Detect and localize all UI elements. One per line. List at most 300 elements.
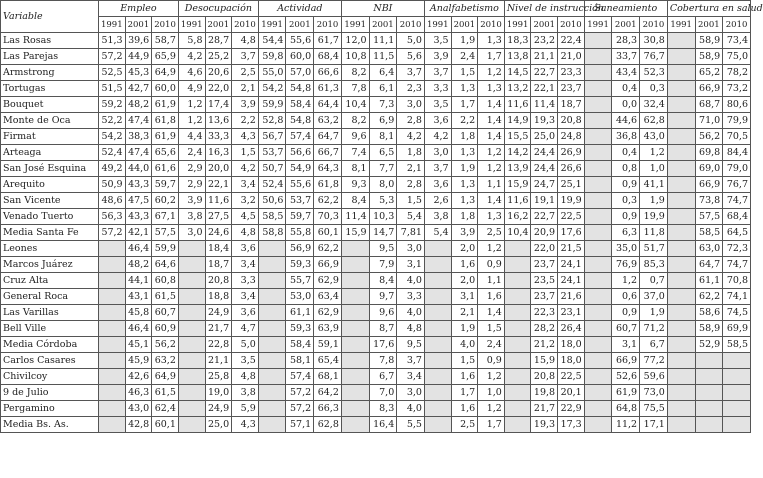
table-cell: 3,9 (178, 193, 205, 209)
table-cell: 6,3 (612, 225, 640, 241)
table-cell: 36,8 (612, 129, 640, 145)
table-cell: 20,8 (531, 369, 558, 385)
table-cell: 4,5 (232, 209, 259, 225)
table-cell: 19,3 (531, 113, 558, 129)
table-cell (584, 209, 612, 225)
table-cell: 76,7 (640, 49, 668, 65)
table-cell: 79,9 (723, 113, 751, 129)
table-cell: 22,1 (531, 81, 558, 97)
table-cell: 3,6 (424, 177, 451, 193)
table-cell: 32,4 (640, 97, 668, 113)
table-cell: 84,4 (723, 145, 751, 161)
table-cell: 18,7 (205, 257, 232, 273)
table-body (1, 33, 751, 433)
table-cell: 68,7 (695, 97, 723, 113)
table-cell: 70,8 (723, 273, 751, 289)
table-cell: 17,3 (558, 417, 585, 433)
table-cell: 45,1 (125, 337, 152, 353)
table-cell: 18,7 (558, 97, 585, 113)
table-cell: 61,7 (314, 33, 342, 49)
table-row (1, 97, 751, 113)
table-cell: 46,4 (125, 321, 152, 337)
table-cell: 4,0 (397, 273, 425, 289)
table-cell (258, 289, 286, 305)
row-label: Venado Tuerto (1, 209, 99, 225)
table-cell: 3,7 (397, 353, 425, 369)
table-cell: 18,0 (558, 353, 585, 369)
table-cell: 15,5 (504, 129, 531, 145)
table-cell: 58,8 (258, 225, 286, 241)
table-cell: 24,8 (558, 129, 585, 145)
table-cell: 9,7 (369, 289, 397, 305)
table-cell: 2,9 (178, 161, 205, 177)
table-cell: 20,8 (558, 113, 585, 129)
table-cell: 43,0 (125, 401, 152, 417)
table-cell: 53,7 (286, 193, 314, 209)
table-cell: 64,9 (152, 65, 179, 81)
table-cell: 45,9 (125, 353, 152, 369)
table-cell: 3,6 (232, 241, 259, 257)
table-cell: 4,2 (424, 129, 451, 145)
table-cell: 64,7 (695, 257, 723, 273)
table-row (1, 209, 751, 225)
table-cell: 8,2 (341, 65, 369, 81)
table-cell: 0,9 (612, 209, 640, 225)
table-cell (178, 337, 205, 353)
table-cell: 22,9 (558, 401, 585, 417)
table-cell (584, 241, 612, 257)
table-cell: 1,3 (478, 33, 505, 49)
table-cell: 62,2 (314, 193, 342, 209)
table-cell: 46,3 (125, 385, 152, 401)
table-cell: 12,0 (341, 33, 369, 49)
table-cell: 19,1 (531, 193, 558, 209)
table-cell (584, 257, 612, 273)
table-cell: 33,3 (205, 129, 232, 145)
table-cell: 66,9 (695, 81, 723, 97)
year-header: 2010 (478, 17, 505, 33)
table-cell: 1,3 (451, 81, 478, 97)
table-cell: 79,0 (723, 161, 751, 177)
table-cell (667, 385, 695, 401)
row-label: Media Santa Fe (1, 225, 99, 241)
table-cell: 52,5 (98, 65, 125, 81)
table-cell (504, 257, 531, 273)
table-cell: 17,4 (205, 97, 232, 113)
table-cell: 61,9 (612, 385, 640, 401)
table-cell: 61,8 (152, 113, 179, 129)
table-cell: 48,2 (125, 257, 152, 273)
table-cell: 74,1 (723, 289, 751, 305)
table-cell: 1,5 (232, 145, 259, 161)
table-cell: 55,7 (286, 273, 314, 289)
table-cell: 25,2 (205, 49, 232, 65)
table-cell: 11,6 (205, 193, 232, 209)
table-cell (258, 417, 286, 433)
row-label: Cruz Alta (1, 273, 99, 289)
table-cell: 60,7 (152, 305, 179, 321)
table-cell: 4,8 (232, 369, 259, 385)
table-cell: 4,2 (232, 161, 259, 177)
table-cell: 4,4 (178, 129, 205, 145)
table-cell: 63,0 (695, 241, 723, 257)
table-cell: 66,9 (314, 257, 342, 273)
table-cell: 1,7 (451, 97, 478, 113)
table-cell: 3,9 (451, 225, 478, 241)
table-cell: 66,7 (314, 145, 342, 161)
table-cell: 26,4 (558, 321, 585, 337)
table-cell: 47,4 (125, 113, 152, 129)
table-cell (98, 241, 125, 257)
table-cell (341, 257, 369, 273)
table-cell (584, 417, 612, 433)
table-cell: 70,5 (723, 129, 751, 145)
table-cell: 5,6 (397, 49, 425, 65)
table-cell: 18,0 (558, 337, 585, 353)
table-cell (178, 289, 205, 305)
year-header: 2001 (125, 17, 152, 33)
table-cell: 19,8 (531, 385, 558, 401)
table-cell: 59,9 (152, 241, 179, 257)
table-cell: 22,5 (558, 209, 585, 225)
table-cell: 60,2 (152, 193, 179, 209)
table-cell (341, 369, 369, 385)
table-cell: 50,9 (98, 177, 125, 193)
table-cell: 2,3 (397, 81, 425, 97)
row-label: Las Varillas (1, 305, 99, 321)
table-cell: 7,7 (369, 161, 397, 177)
table-cell: 52,2 (98, 113, 125, 129)
table-cell (424, 417, 451, 433)
year-header: 1991 (98, 17, 125, 33)
table-cell: 5,5 (397, 417, 425, 433)
table-cell: 1,2 (612, 273, 640, 289)
table-cell: 44,6 (612, 113, 640, 129)
table-cell: 56,2 (695, 129, 723, 145)
table-cell: 1,8 (451, 209, 478, 225)
table-cell: 21,7 (205, 321, 232, 337)
table-cell: 22,0 (205, 81, 232, 97)
table-cell: 1,6 (478, 289, 505, 305)
table-cell: 3,4 (232, 177, 259, 193)
table-cell (98, 385, 125, 401)
table-cell: 21,2 (531, 337, 558, 353)
table-cell: 5,4 (424, 225, 451, 241)
table-cell (667, 81, 695, 97)
table-cell: 1,0 (640, 161, 668, 177)
table-cell: 46,4 (125, 241, 152, 257)
table-cell: 11,6 (504, 193, 531, 209)
table-cell: 7,3 (369, 97, 397, 113)
table-cell (504, 417, 531, 433)
table-header (1, 1, 763, 33)
table-cell (667, 97, 695, 113)
table-cell: 0,9 (478, 353, 505, 369)
table-cell: 8,4 (369, 273, 397, 289)
table-cell: 3,5 (232, 353, 259, 369)
table-cell: 52,8 (258, 113, 286, 129)
table-cell: 4,0 (451, 337, 478, 353)
table-cell: 6,9 (369, 113, 397, 129)
table-cell: 55,0 (258, 65, 286, 81)
table-cell: 8,1 (341, 161, 369, 177)
table-cell: 57,0 (286, 65, 314, 81)
table-cell: 19,9 (558, 193, 585, 209)
table-cell (667, 257, 695, 273)
table-cell: 0,3 (612, 193, 640, 209)
table-cell (667, 49, 695, 65)
table-cell: 1,0 (478, 385, 505, 401)
table-cell: 3,0 (397, 385, 425, 401)
table-cell: 23,5 (531, 273, 558, 289)
table-cell (98, 321, 125, 337)
table-row (1, 401, 751, 417)
table-cell (341, 273, 369, 289)
table-cell (98, 353, 125, 369)
table-cell: 24,4 (531, 145, 558, 161)
table-cell: 59,8 (258, 49, 286, 65)
table-cell (584, 193, 612, 209)
table-cell (667, 241, 695, 257)
table-cell: 57,2 (286, 401, 314, 417)
table-cell: 1,4 (478, 193, 505, 209)
table-cell: 11,6 (504, 97, 531, 113)
table-cell: 58,5 (258, 209, 286, 225)
table-cell: 33,7 (612, 49, 640, 65)
table-cell: 3,8 (178, 209, 205, 225)
table-cell: 62,4 (152, 401, 179, 417)
table-cell: 56,3 (98, 209, 125, 225)
table-cell: 54,4 (258, 33, 286, 49)
table-cell: 55,6 (286, 33, 314, 49)
table-cell: 0,9 (612, 177, 640, 193)
table-cell: 19,3 (531, 417, 558, 433)
table-cell: 78,2 (723, 65, 751, 81)
row-label: Pergamino (1, 401, 99, 417)
table-cell (178, 241, 205, 257)
table-row (1, 65, 751, 81)
table-cell: 59,6 (640, 369, 668, 385)
table-cell: 60,8 (152, 273, 179, 289)
table-cell: 4,0 (397, 401, 425, 417)
table-cell: 23,7 (531, 289, 558, 305)
table-cell (667, 273, 695, 289)
table-cell: 54,2 (98, 129, 125, 145)
table-cell: 1,9 (451, 161, 478, 177)
row-label: Media Bs. As. (1, 417, 99, 433)
table-cell: 22,7 (531, 209, 558, 225)
table-cell: 20,1 (558, 385, 585, 401)
table-cell: 1,9 (640, 193, 668, 209)
table-cell: 63,4 (314, 289, 342, 305)
table-cell: 17,6 (558, 225, 585, 241)
table-cell: 2,4 (178, 145, 205, 161)
table-cell: 3,0 (178, 225, 205, 241)
table-cell (98, 289, 125, 305)
table-cell: 3,3 (424, 81, 451, 97)
table-cell: 62,9 (314, 273, 342, 289)
table-cell: 51,7 (640, 241, 668, 257)
table-cell: 48,6 (98, 193, 125, 209)
table-cell (667, 145, 695, 161)
table-cell: 3,8 (232, 385, 259, 401)
table-cell: 42,7 (125, 81, 152, 97)
table-row (1, 145, 751, 161)
table-cell: 63,2 (314, 113, 342, 129)
table-cell: 70,3 (314, 209, 342, 225)
table-cell (667, 209, 695, 225)
table-cell: 54,2 (258, 81, 286, 97)
table-cell: 13,6 (205, 113, 232, 129)
table-cell: 7,8 (369, 353, 397, 369)
table-cell: 2,1 (451, 305, 478, 321)
table-cell: 1,5 (451, 353, 478, 369)
table-cell (341, 385, 369, 401)
table-cell: 38,3 (125, 129, 152, 145)
table-cell: 1,2 (478, 145, 505, 161)
table-cell: 4,7 (232, 321, 259, 337)
row-label: Marcos Juárez (1, 257, 99, 273)
table-cell (178, 321, 205, 337)
year-header: 2001 (205, 17, 232, 33)
table-cell (178, 417, 205, 433)
table-cell: 2,8 (397, 177, 425, 193)
table-row (1, 289, 751, 305)
table-cell (424, 353, 451, 369)
table-cell: 1,2 (478, 65, 505, 81)
table-row (1, 113, 751, 129)
table-cell: 26,6 (558, 161, 585, 177)
table-cell: 11,5 (369, 49, 397, 65)
table-cell (341, 353, 369, 369)
row-label: Bell Ville (1, 321, 99, 337)
table-cell (584, 401, 612, 417)
table-row (1, 129, 751, 145)
table-cell: 1,9 (451, 33, 478, 49)
table-cell: 25,8 (205, 369, 232, 385)
table-row (1, 225, 751, 241)
year-header: 2001 (695, 17, 723, 33)
table-cell: 25,0 (531, 129, 558, 145)
year-header: 1991 (424, 17, 451, 33)
table-cell: 24,4 (531, 161, 558, 177)
table-cell: 71,0 (695, 113, 723, 129)
table-cell (667, 225, 695, 241)
table-cell (424, 257, 451, 273)
table-cell: 13,2 (504, 81, 531, 97)
table-cell: 3,3 (397, 289, 425, 305)
table-cell: 25,0 (205, 417, 232, 433)
table-cell: 4,9 (178, 81, 205, 97)
table-cell: 1,7 (478, 49, 505, 65)
table-cell: 1,4 (478, 129, 505, 145)
table-cell (341, 321, 369, 337)
row-label: Arequito (1, 177, 99, 193)
table-cell: 1,8 (451, 129, 478, 145)
year-header: 2010 (152, 17, 179, 33)
table-cell: 14,2 (504, 145, 531, 161)
row-label: Armstrong (1, 65, 99, 81)
table-cell (723, 353, 751, 369)
table-cell: 80,6 (723, 97, 751, 113)
table-cell (424, 305, 451, 321)
table-cell: 2,6 (424, 193, 451, 209)
table-cell: 2,0 (451, 241, 478, 257)
table-cell: 4,8 (232, 225, 259, 241)
table-cell (341, 401, 369, 417)
table-cell: 43,1 (125, 289, 152, 305)
table-cell: 18,4 (205, 241, 232, 257)
table-cell (695, 417, 723, 433)
row-label: Leones (1, 241, 99, 257)
table-cell: 16,2 (504, 209, 531, 225)
table-cell: 58,4 (286, 97, 314, 113)
table-cell: 72,3 (723, 241, 751, 257)
table-cell: 5,3 (369, 193, 397, 209)
table-cell: 28,2 (531, 321, 558, 337)
table-cell: 3,9 (232, 97, 259, 113)
table-cell (667, 33, 695, 49)
table-cell: 3,0 (397, 97, 425, 113)
table-cell: 1,2 (478, 369, 505, 385)
table-cell (667, 113, 695, 129)
table-cell: 30,8 (640, 33, 668, 49)
table-cell: 57,5 (695, 209, 723, 225)
table-cell: 44,0 (125, 161, 152, 177)
table-cell: 7,81 (397, 225, 425, 241)
row-label: General Roca (1, 289, 99, 305)
table-cell (723, 385, 751, 401)
table-cell: 21,7 (531, 401, 558, 417)
table-cell: 20,9 (531, 225, 558, 241)
table-cell: 1,2 (178, 113, 205, 129)
table-cell: 39,6 (125, 33, 152, 49)
table-cell: 5,0 (232, 337, 259, 353)
table-cell (258, 337, 286, 353)
table-cell: 2,0 (451, 273, 478, 289)
table-cell (258, 241, 286, 257)
table-cell: 42,1 (125, 225, 152, 241)
table-cell: 3,8 (424, 209, 451, 225)
table-cell: 8,1 (369, 129, 397, 145)
table-cell (584, 177, 612, 193)
group-header: Nivel de instrucción (504, 1, 584, 17)
year-header: 2010 (232, 17, 259, 33)
group-header: Saneamiento (584, 1, 667, 17)
year-header: 1991 (341, 17, 369, 33)
table-cell: 61,9 (152, 97, 179, 113)
table-cell: 0,7 (640, 273, 668, 289)
table-cell: 3,1 (451, 289, 478, 305)
table-cell: 1,1 (478, 273, 505, 289)
table-cell: 17,1 (640, 417, 668, 433)
table-cell: 1,3 (478, 81, 505, 97)
table-cell: 64,2 (314, 385, 342, 401)
table-cell: 43,3 (125, 177, 152, 193)
table-cell: 56,9 (286, 241, 314, 257)
table-cell: 2,1 (232, 81, 259, 97)
table-row (1, 81, 751, 97)
table-cell (178, 257, 205, 273)
table-row (1, 305, 751, 321)
table-cell: 6,7 (369, 369, 397, 385)
table-cell: 4,8 (397, 321, 425, 337)
table-cell: 1,7 (451, 385, 478, 401)
table-cell: 14,5 (504, 65, 531, 81)
table-row (1, 353, 751, 369)
table-cell: 59,2 (98, 97, 125, 113)
table-cell: 5,4 (397, 209, 425, 225)
